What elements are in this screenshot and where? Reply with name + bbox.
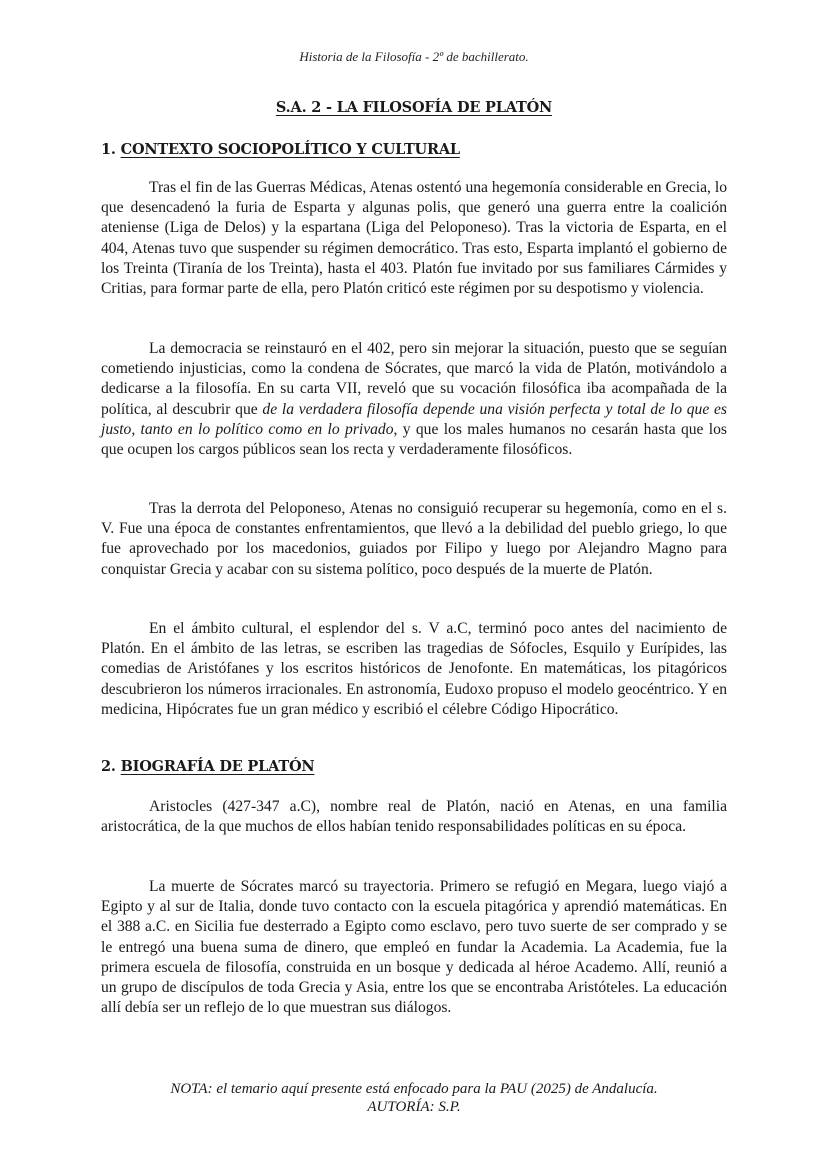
paragraph	[101, 339, 727, 460]
section-title: CONTEXTO SOCIOPOLÍTICO Y CULTURAL	[120, 141, 460, 158]
paragraph: Tras el fin de las Guerras Médicas, Atenas ostentó una hegemonía considerable en Grecia, lo que desencadenó la furia de Esparta y algunas polis, que generó una guerra entre la coalición ateniense (Liga de Delos) y la espartana (Liga del Peloponeso). Tras la victoria de Esparta, en el 404, Atenas tuvo que suspender su régimen democrático. Tras esto, Esparta implantó el gobierno de los Treinta (Tiranía de los Treinta), hasta el 403. Platón fue invitado por sus familiares Cármides y Critias, para formar parte de ella, pero Platón criticó este régimen por su despotismo y violencia.	[101, 179, 727, 298]
document-title: S.A. 2 - LA FILOSOFÍA DE PLATÓN	[275, 99, 553, 116]
quote-italic: de la verdadera filosofía depende una visión perfecta y total de lo que es justo, tanto en lo político como en lo privado	[101, 400, 727, 438]
section-heading-biografia	[101, 758, 314, 775]
footer-note-text: NOTA: el temario aquí presente está enfocado para la PAU (2025) de Andalucía.	[170, 1081, 658, 1097]
paragraph: Tras la derrota del Peloponeso, Atenas no consiguió recuperar su hegemonía, como en el s. V. Fue una época de constantes enfrentamientos, que llevó a la debilidad del pueblo griego, lo que fue aprovechado por los macedonios, guiados por Filipo y luego por Alejandro Magno para conquistar Grecia y acabar con su sistema político, poco después de la muerte de Platón.	[101, 500, 727, 578]
running-header: Historia de la Filosofía - 2º de bachillerato.	[299, 49, 529, 64]
paragraph-text: La democracia se reinstauró en el 402, pero sin mejorar la situación, puesto que se seguían cometiendo injusticias, como la condena de Sócrates, que marcó la vida de Platón, motivándolo a dedicarse a la filosofía. En su carta VII, reveló que su vocación filosófica iba acompañada de la política, al descubrir que	[101, 340, 727, 418]
paragraph: En el ámbito cultural, el esplendor del s. V a.C, terminó poco antes del nacimiento de Platón. En el ámbito de las letras, se escriben las tragedias de Sófocles, Esquilo y Eurípides, las comedias de Aristófanes y los escritos históricos de Jenofonte. En matemáticas, los pitagóricos descubrieron los números irracionales. En astronomía, Eudoxo propuso el modelo geocéntrico. Y en medicina, Hipócrates fue un gran médico y escribió el célebre Código Hipocrático.	[101, 620, 727, 718]
paragraph: La muerte de Sócrates marcó su trayectoria. Primero se refugió en Megara, luego viajó a Egipto y al sur de Italia, donde tuvo contacto con la escuela pitagórica y aprendió matemáticas. En el 388 a.C. en Sicilia fue desterrado a Egipto como esclavo, pero tuvo suerte de ser comprado y se le entregó una buena suma de dinero, que empleó en fundar la Academia. La Academia, fue la primera escuela de filosofía, construida en un bosque y dedicada al héroe Academo. Allí, reunió a un grupo de discípulos de toda Grecia y Asia, entre los que se encontraba Aristóteles. La educación allí debía ser un reflejo de lo que muestran sus diálogos.	[101, 878, 727, 1017]
section-number: 1.	[101, 141, 116, 158]
paragraph: Aristocles (427-347 a.C), nombre real de Platón, nació en Atenas, en una familia aristocrática, de la que muchos de ellos habían tenido responsabilidades políticas en su época.	[101, 798, 727, 836]
section-title: BIOGRAFÍA DE PLATÓN	[120, 758, 315, 775]
footer-note	[101, 1080, 727, 1116]
footer-authorship: AUTORÍA: S.P.	[367, 1099, 461, 1115]
paragraph-text: , y que los males humanos no cesarán hasta que los que ocupen los cargos públicos sean los recta y verdaderamente filosóficos.	[101, 420, 727, 459]
section-heading-contexto	[101, 141, 460, 158]
section-number: 2.	[101, 758, 116, 775]
